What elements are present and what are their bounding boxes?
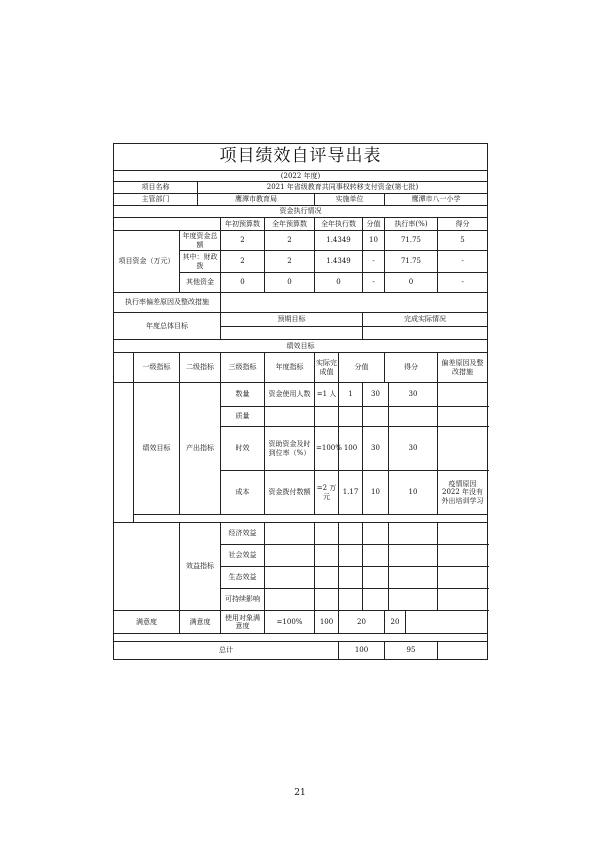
- funds-header-blank: [114, 218, 221, 231]
- benefit-actual: [339, 545, 363, 567]
- funds-cell: -: [363, 251, 385, 273]
- perf-reason: [438, 407, 488, 427]
- benefit-score: [389, 545, 438, 567]
- actual-goal-header: 完成实际情况: [363, 313, 488, 327]
- benefit-actual: [339, 523, 363, 545]
- funds-cell: 5: [438, 231, 488, 251]
- perf-actual: 100: [339, 427, 363, 471]
- deviation-label: 执行率偏差原因及整改措施: [114, 293, 221, 313]
- benefit-l3: [265, 523, 315, 545]
- perf-l2: 质量: [221, 407, 265, 427]
- total-score-value: 100: [339, 642, 385, 660]
- perf-score: 30: [389, 427, 438, 471]
- perf-reason: [438, 427, 488, 471]
- perf-score-value: 30: [363, 427, 389, 471]
- perf-score: 10: [389, 471, 438, 515]
- funds-header: 执行率(%): [385, 218, 438, 231]
- benefit-annual: [315, 545, 339, 567]
- deviation-value: [221, 293, 488, 313]
- satisfaction-annual: =100%: [265, 611, 315, 634]
- perf-annual: [315, 407, 339, 427]
- total-row: [114, 642, 488, 660]
- perf-header: 三级指标: [221, 353, 265, 383]
- doc-title: 项目绩效自评导出表: [114, 144, 488, 171]
- expected-goal-value: [221, 327, 363, 340]
- benefit-score-value: [363, 523, 389, 545]
- annual-goal-row: [114, 313, 488, 327]
- perf-score-value: 10: [363, 471, 389, 515]
- benefit-l2: 经济效益: [221, 523, 265, 545]
- benefit-reason: [438, 545, 488, 567]
- funds-cell: 2: [221, 251, 265, 273]
- perf-row: [114, 383, 488, 407]
- funds-header: 全年执行数: [315, 218, 363, 231]
- perf-gap: [134, 515, 488, 523]
- funds-row-label: 其中：财政拨: [180, 251, 221, 273]
- evaluation-table: [113, 143, 488, 660]
- perf-header-row: [114, 353, 488, 383]
- impl-label: 实施单位: [315, 194, 385, 206]
- funds-header: 分值: [363, 218, 385, 231]
- funds-group-label: 项目资金（万元）: [114, 231, 180, 293]
- dept-value: 鹰潭市教育局: [198, 194, 315, 206]
- perf-reason: [438, 383, 488, 407]
- year-row: [114, 171, 488, 182]
- perf-header: 实际完成值: [315, 353, 339, 383]
- benefit-actual: [339, 567, 363, 589]
- perf-l2: 成本: [221, 471, 265, 515]
- perf-score: [389, 407, 438, 427]
- benefit-reason: [438, 523, 488, 545]
- perf-reason: 疫情原因 2022 年没有外出培训学习: [438, 471, 488, 515]
- funds-cell: -: [438, 273, 488, 293]
- satisfaction-row: [114, 611, 488, 634]
- benefit-score: [389, 523, 438, 545]
- gap-cell: [114, 634, 488, 642]
- benefit-score-value: [363, 567, 389, 589]
- satisfaction-label: 满意度: [114, 611, 180, 634]
- perf-header: 一级指标: [134, 353, 180, 383]
- funds-cell: 71.75: [385, 251, 438, 273]
- funds-header: 得分: [438, 218, 488, 231]
- perf-annual: =2 万元: [315, 471, 339, 515]
- perf-score-value: [363, 407, 389, 427]
- perf-header: 年度指标: [265, 353, 315, 383]
- perf-gap-row: [114, 515, 488, 523]
- funds-cell: 0: [385, 273, 438, 293]
- project-name-value: 2021 年省级教育共同事权转移支付资金(第七批): [198, 182, 488, 194]
- benefit-score: [389, 567, 438, 589]
- funds-cell: 71.75: [385, 231, 438, 251]
- actual-goal-value: [363, 327, 488, 340]
- funds-cell: 2: [265, 231, 315, 251]
- satisfaction-actual: 100: [315, 611, 339, 634]
- perf-actual: 1.17: [339, 471, 363, 515]
- gap-row: [114, 634, 488, 642]
- dept-row: [114, 194, 488, 206]
- perf-l3: [265, 407, 315, 427]
- benefit-label: 效益指标: [180, 523, 221, 611]
- funds-title-row: [114, 206, 488, 218]
- funds-cell: -: [363, 273, 385, 293]
- expected-goal-header: 预期目标: [221, 313, 363, 327]
- perf-l3: 资金使用人数: [265, 383, 315, 407]
- perf-section-title: 绩效目标: [114, 340, 488, 353]
- benefit-l3: [265, 589, 315, 611]
- benefit-l2: 生态效益: [221, 567, 265, 589]
- funds-row: [114, 231, 488, 251]
- dept-label: 主管部门: [114, 194, 198, 206]
- funds-cell: 1.4349: [315, 251, 363, 273]
- benefit-row: [114, 523, 488, 545]
- funds-cell: 2: [265, 251, 315, 273]
- benefit-l3: [265, 567, 315, 589]
- benefit-annual: [315, 523, 339, 545]
- benefit-l2: 可持续影响: [221, 589, 265, 611]
- benefit-score: [389, 589, 438, 611]
- satisfaction-l3: 使用对象满意度: [221, 611, 265, 634]
- perf-l3: 资金拨付数额: [265, 471, 315, 515]
- satisfaction-reason: [406, 611, 488, 634]
- benefit-score-value: [363, 589, 389, 611]
- perf-header-blank: [114, 353, 134, 383]
- funds-header: 年初预算数: [221, 218, 265, 231]
- total-score: 95: [385, 642, 438, 660]
- perf-score-value: 30: [363, 383, 389, 407]
- benefit-score-value: [363, 545, 389, 567]
- funds-row-label: 其他资金: [180, 273, 221, 293]
- perf-spacer: [114, 383, 134, 523]
- deviation-row: [114, 293, 488, 313]
- level1-label: 绩效目标: [134, 383, 180, 515]
- funds-cell: 0: [265, 273, 315, 293]
- perf-actual: [339, 407, 363, 427]
- funds-cell: 0: [315, 273, 363, 293]
- output-label: 产出指标: [180, 383, 221, 515]
- satisfaction-score: 20: [385, 611, 406, 634]
- perf-score: 30: [389, 383, 438, 407]
- project-name-row: [114, 182, 488, 194]
- funds-header: 全年预算数: [265, 218, 315, 231]
- satisfaction-score-value: 20: [339, 611, 385, 634]
- benefit-annual: [315, 567, 339, 589]
- perf-header: 偏差原因及整改措施: [438, 353, 488, 383]
- perf-annual: =1 人: [315, 383, 339, 407]
- satisfaction-l2: 满意度: [180, 611, 221, 634]
- perf-l2: 数量: [221, 383, 265, 407]
- benefit-reason: [438, 589, 488, 611]
- benefit-l2: 社会效益: [221, 545, 265, 567]
- benefit-blank: [114, 523, 180, 611]
- funds-cell: 1.4349: [315, 231, 363, 251]
- funds-cell: 2: [221, 231, 265, 251]
- perf-header: 分值: [339, 353, 385, 383]
- perf-header: 得分: [385, 353, 438, 383]
- total-label: 总计: [114, 642, 339, 660]
- perf-l2: 时效: [221, 427, 265, 471]
- perf-l3: 资助资金及时到位率（%）: [265, 427, 315, 471]
- funds-cell: -: [438, 251, 488, 273]
- perf-actual: 1: [339, 383, 363, 407]
- doc-year: (2022 年度): [114, 171, 488, 182]
- benefit-l3: [265, 545, 315, 567]
- perf-annual: =100%: [315, 427, 339, 471]
- perf-header: 二级指标: [180, 353, 221, 383]
- total-blank: [438, 642, 488, 660]
- benefit-actual: [339, 589, 363, 611]
- page-number: 21: [294, 788, 306, 798]
- annual-goal-label: 年度总体目标: [114, 313, 221, 340]
- benefit-reason: [438, 567, 488, 589]
- project-name-label: 项目名称: [114, 182, 198, 194]
- funds-cell: 10: [363, 231, 385, 251]
- funds-cell: 0: [221, 273, 265, 293]
- title-row: [114, 144, 488, 171]
- funds-row-label: 年度资金总额: [180, 231, 221, 251]
- funds-header-row: [114, 218, 488, 231]
- funds-section-title: 资金执行情况: [114, 206, 488, 218]
- impl-value: 鹰潭市八一小学: [385, 194, 488, 206]
- perf-title-row: [114, 340, 488, 353]
- benefit-annual: [315, 589, 339, 611]
